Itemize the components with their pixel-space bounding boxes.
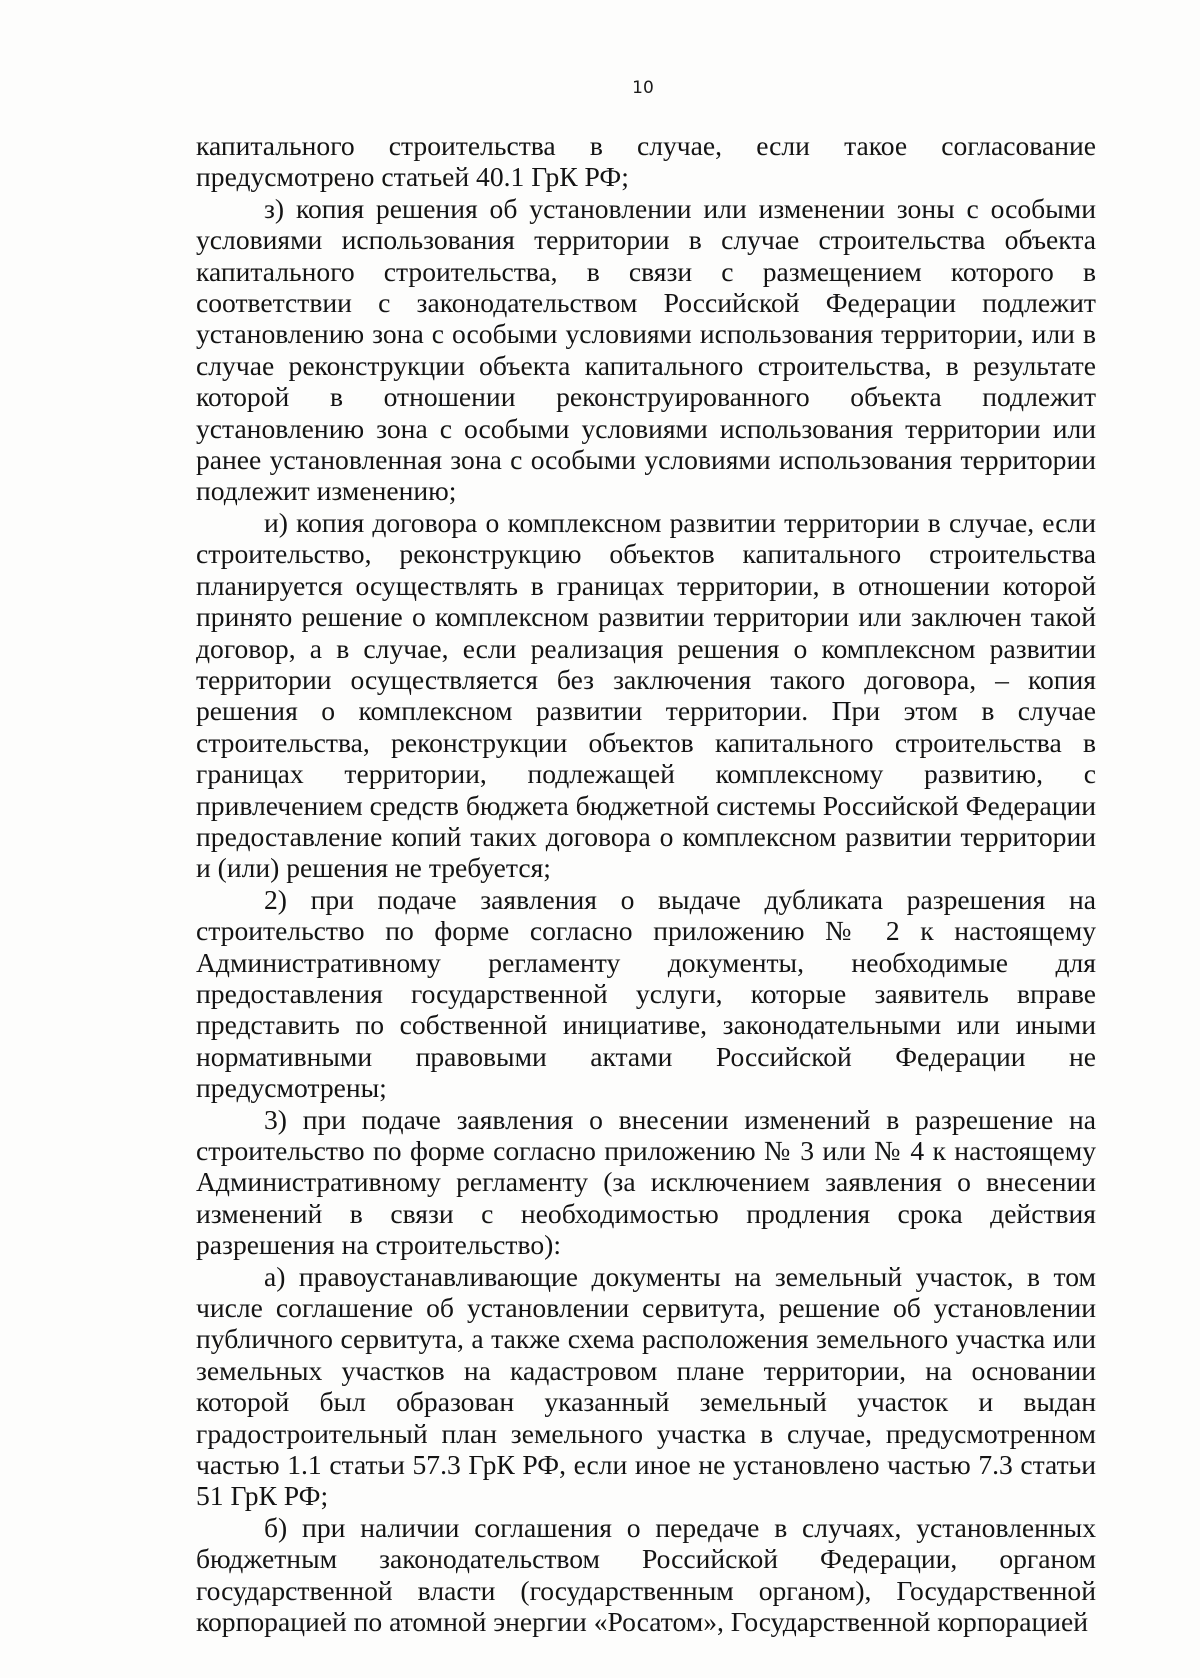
paragraph-continuation: капитального строительства в случае, если такое согласование предусмотрено статьей 40.1 ГрК РФ;	[196, 130, 1096, 193]
paragraph-item-z: з) копия решения об установлении или изменении зоны с особыми условиями использования территории в случае строительства объекта капитального строительства, в связи с размещением которого в соответствии с законодательством Российской Федерации подлежит установлению зона с особыми условиями использования территории, или в случае реконструкции объекта капитального строительства, в результате которой в отношении реконструированного объекта подлежит установлению зона с особыми условиями использования территории или ранее установленная зона с особыми условиями использования территории подлежит изменению;	[196, 192, 1096, 507]
paragraph-item-i: и) копия договора о комплексном развитии территории в случае, если строительство, реконструкцию объектов капитального строительства планируется осуществлять в границах территории, в отношении которой принято решение о комплексном развитии территории или заключен такой договор, а в случае, если реализация решения о комплексном развитии территории осуществляется без заключения такого договора, – копия решения о комплексном развитии территории. При этом в случае строительства, реконструкции объектов капитального строительства в границах территории, подлежащей комплексному развитию, с привлечением средств бюджета бюджетной системы Российской Федерации предоставление копий таких договора о комплексном развитии территории и (или) решения не требуется;	[196, 506, 1096, 884]
paragraph-item-3: 3) при подаче заявления о внесении изменений в разрешение на строительство по форме согласно приложению № 3 или № 4 к настоящему Административному регламенту (за исключением заявления о внесении изменений в связи с необходимостью продления срока действия разрешения на строительство):	[196, 1103, 1096, 1261]
page-number: 10	[632, 78, 654, 98]
document-body	[196, 130, 1096, 1638]
paragraph-item-2: 2) при подаче заявления о выдаче дубликата разрешения на строительство по форме согласно приложению № 2 к настоящему Административному регламенту документы, необходимые для предоставления государственной услуги, которые заявитель вправе представить по собственной инициативе, законодательными или иными нормативными правовыми актами Российской Федерации не предусмотрены;	[196, 883, 1096, 1104]
paragraph-item-a: а) правоустанавливающие документы на земельный участок, в том числе соглашение об установлении сервитута, решение об установлении публичного сервитута, а также схема расположения земельного участка или земельных участков на кадастровом плане территории, на основании которой был образован указанный земельный участок и выдан градостроительный план земельного участка в случае, предусмотренном частью 1.1 статьи 57.3 ГрК РФ, если иное не установлено частью 7.3 статьи 51 ГрК РФ;	[196, 1260, 1096, 1512]
paragraph-item-b: б) при наличии соглашения о передаче в случаях, установленных бюджетным законодательством Российской Федерации, органом государственной власти (государственным органом), Государственной корпорацией по атомной энергии «Росатом», Государственной корпорацией	[196, 1511, 1096, 1638]
